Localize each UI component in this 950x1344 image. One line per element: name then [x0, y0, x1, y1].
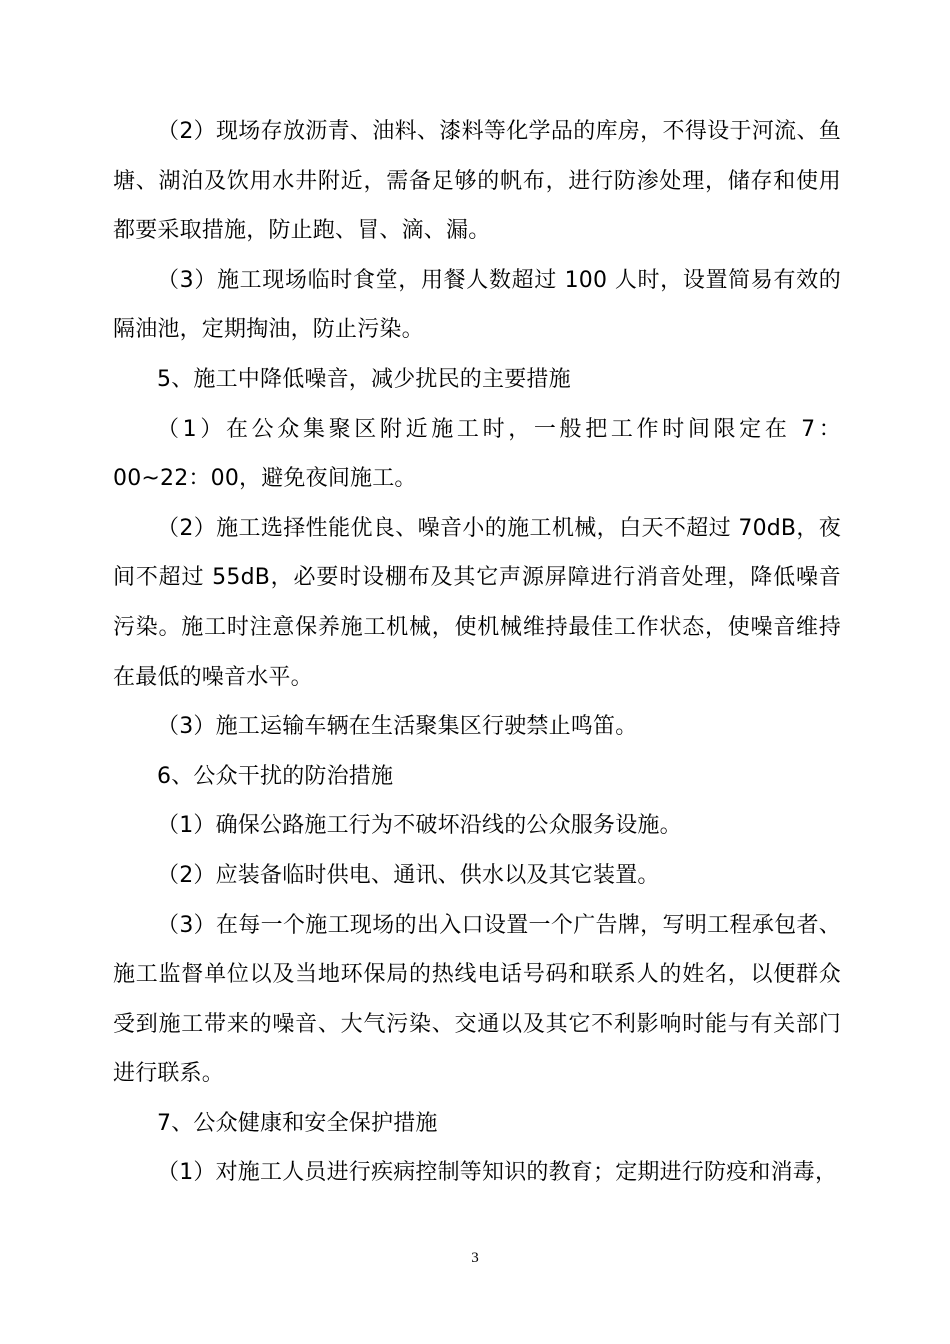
paragraph-temporary-utilities: （2）应装备临时供电、通讯、供水以及其它装置。 [157, 862, 660, 888]
paragraph-storage-warehouse: （2）现场存放沥青、油料、漆料等化学品的库房，不得设于河流、鱼塘、湖泊及饮用水井附近，需备足够的帆布，进行防渗处理，储存和使用都要采取措施，防止跑、冒、滴、漏。 [113, 119, 841, 244]
paragraph-low-noise-machinery: （2）施工选择性能优良、噪音小的施工机械，白天不超过 70dB，夜间不超过 55dB，必要时设棚布及其它声源屏障进行消音处理，降低噪音污染。施工时注意保养施工机械，使机械维持最佳工作状态，使噪音维持在最低的噪音水平。 [113, 515, 841, 690]
section-heading-health-safety: 7、公众健康和安全保护措施 [157, 1110, 438, 1136]
section-heading-public-disturbance: 6、公众干扰的防治措施 [157, 763, 394, 789]
paragraph-no-honking: （3）施工运输车辆在生活聚集区行驶禁止鸣笛。 [157, 714, 638, 740]
paragraph-disease-control: （1）对施工人员进行疾病控制等知识的教育；定期进行防疫和消毒， [157, 1160, 838, 1186]
paragraph-working-hours: （1）在公众集聚区附近施工时，一般把工作时间限定在 7：00~22：00，避免夜间施工。 [113, 416, 841, 492]
paragraph-billboard-contacts: （3）在每一个施工现场的出入口设置一个广告牌，写明工程承包者、施工监督单位以及当地环保局的热线电话号码和联系人的姓名，以便群众受到施工带来的噪音、大气污染、交通以及其它不利影响时能与有关部门进行联系。 [113, 912, 841, 1087]
section-heading-noise-reduction: 5、施工中降低噪音，减少扰民的主要措施 [157, 366, 571, 392]
page-number: 3 [471, 1250, 479, 1266]
document-body [113, 107, 841, 1198]
paragraph-canteen-grease-trap: （3）施工现场临时食堂，用餐人数超过 100 人时，设置简易有效的隔油池，定期掏油，防止污染。 [113, 267, 841, 343]
paragraph-public-facilities: （1）确保公路施工行为不破坏沿线的公众服务设施。 [157, 813, 682, 839]
